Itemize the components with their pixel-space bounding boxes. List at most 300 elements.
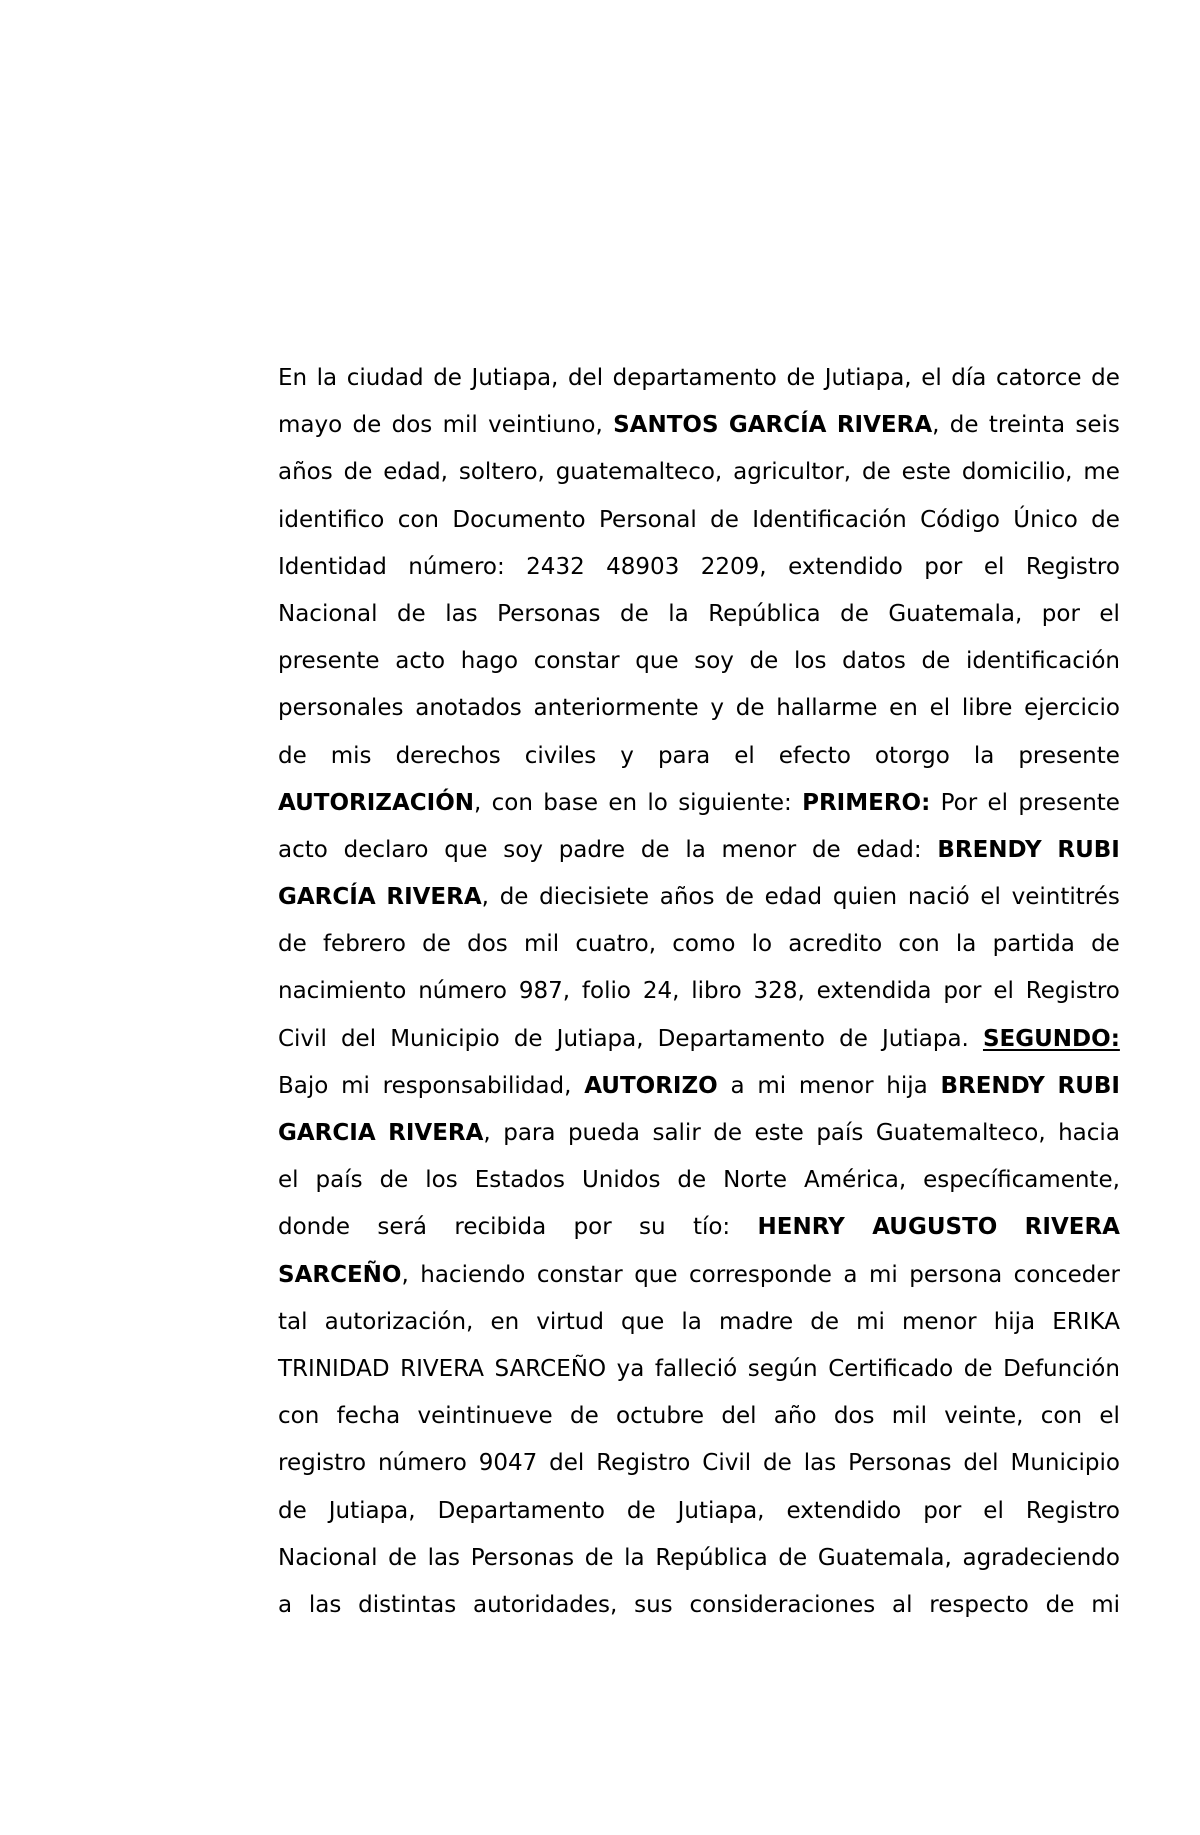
text: mi <box>1091 1591 1120 1618</box>
word <box>568 355 603 402</box>
text: veintiuno, <box>488 412 603 439</box>
text: años <box>659 884 715 911</box>
text-line <box>278 1299 1120 1346</box>
text: Guatemala, <box>888 600 1023 627</box>
text: mi <box>868 1261 898 1288</box>
text: octubre <box>616 1403 705 1430</box>
word <box>922 638 951 685</box>
word <box>694 638 734 685</box>
text: en <box>608 789 638 816</box>
word <box>802 780 930 827</box>
word <box>525 733 597 780</box>
word <box>752 497 906 544</box>
word <box>278 1016 327 1063</box>
text: de <box>810 1308 839 1335</box>
text: SARCEÑO <box>494 1355 607 1382</box>
text: el <box>1099 600 1120 627</box>
text: identifico <box>278 506 385 533</box>
text: Departamento <box>437 1497 605 1524</box>
word <box>974 733 994 780</box>
word <box>617 1346 645 1393</box>
text: acto <box>395 648 446 675</box>
word <box>398 497 439 544</box>
word <box>710 497 739 544</box>
text-line <box>278 1393 1120 1440</box>
text: En <box>278 365 308 391</box>
word <box>433 355 462 402</box>
word <box>778 1535 807 1582</box>
word <box>941 780 978 827</box>
word <box>278 968 406 1015</box>
word <box>842 638 906 685</box>
word <box>719 1299 793 1346</box>
text: por <box>923 1497 962 1524</box>
text: Personas <box>848 1450 952 1477</box>
punctuation: , <box>474 789 482 816</box>
text: el <box>983 1497 1004 1524</box>
bold-text: SANTOS <box>613 412 719 439</box>
text: edad: <box>856 836 922 863</box>
text: Registro <box>1025 553 1120 580</box>
text: 2432 <box>526 553 585 580</box>
word <box>944 1393 1023 1440</box>
word <box>438 1488 605 1535</box>
text: mis <box>330 742 372 769</box>
text: lo <box>751 931 773 958</box>
text: sus <box>634 1591 673 1618</box>
word <box>278 1346 390 1393</box>
text: extendido <box>786 1497 902 1524</box>
word <box>984 544 1005 591</box>
text: que <box>635 648 679 675</box>
word <box>418 968 507 1015</box>
word <box>459 449 545 496</box>
word <box>817 968 932 1015</box>
word <box>1057 827 1119 874</box>
word <box>736 685 765 732</box>
word <box>378 1440 467 1487</box>
text-line <box>278 921 1120 968</box>
text: soy <box>503 836 543 863</box>
text: América, <box>804 1167 907 1194</box>
word <box>585 1535 614 1582</box>
word <box>534 638 620 685</box>
word <box>1010 1440 1120 1487</box>
text: país <box>816 1120 864 1146</box>
text: el <box>987 789 1009 816</box>
text: acto <box>278 836 328 863</box>
word <box>658 1016 825 1063</box>
word <box>278 780 481 827</box>
word <box>358 1582 456 1629</box>
word <box>278 874 376 921</box>
text: constar <box>533 648 620 675</box>
word <box>503 827 543 874</box>
word <box>475 1157 565 1204</box>
word <box>996 355 1082 402</box>
word <box>677 1157 706 1204</box>
text: República <box>655 1544 768 1571</box>
text-line <box>278 685 1120 732</box>
text-line <box>278 1157 1120 1204</box>
word <box>774 1393 817 1440</box>
word <box>386 874 489 921</box>
word <box>856 827 921 874</box>
word <box>420 1252 525 1299</box>
text: de <box>278 742 307 769</box>
word <box>748 1346 818 1393</box>
word <box>889 685 918 732</box>
word <box>723 1157 787 1204</box>
word <box>702 1440 751 1487</box>
word <box>678 1488 765 1535</box>
text: el <box>1099 1403 1120 1430</box>
text: este <box>754 1120 804 1146</box>
text: mi <box>341 1072 370 1099</box>
text: según <box>747 1355 818 1382</box>
word <box>834 1393 875 1440</box>
text: Guatemalteco, <box>875 1120 1046 1146</box>
word <box>278 1393 319 1440</box>
word <box>685 827 705 874</box>
word <box>278 1299 308 1346</box>
text: que <box>621 1308 665 1335</box>
word <box>837 402 940 449</box>
text-line <box>278 544 1120 591</box>
text: Defunción <box>1003 1355 1120 1382</box>
text: nacimiento <box>278 978 407 1005</box>
text: Registro <box>1025 978 1120 1005</box>
bold-text: HENRY <box>757 1214 845 1241</box>
text: las <box>427 1544 461 1571</box>
word <box>655 1535 767 1582</box>
text: hago <box>460 648 519 675</box>
word <box>488 402 603 449</box>
text: para <box>503 1120 556 1146</box>
text: menor <box>721 836 797 863</box>
word <box>843 1252 857 1299</box>
word <box>445 591 477 638</box>
text: mayo <box>278 412 343 439</box>
text: las <box>445 600 478 627</box>
word <box>710 685 724 732</box>
text: presente <box>278 648 380 675</box>
word <box>1003 1346 1120 1393</box>
bold-text: AUTORIZO <box>584 1072 718 1099</box>
word <box>582 1157 660 1204</box>
word <box>392 402 433 449</box>
text: el <box>734 742 755 769</box>
text: de <box>422 931 451 958</box>
text: de <box>811 836 841 863</box>
word <box>454 1204 546 1251</box>
word <box>750 638 779 685</box>
word <box>788 921 882 968</box>
word <box>869 1252 898 1299</box>
punctuation: , <box>483 1120 491 1146</box>
word <box>383 1063 572 1110</box>
word <box>549 1440 584 1487</box>
word <box>380 1157 409 1204</box>
word <box>733 449 851 496</box>
text: Civil <box>278 1025 327 1052</box>
word <box>1025 1204 1120 1251</box>
text-line <box>278 1016 1120 1063</box>
word <box>786 1488 901 1535</box>
word <box>752 921 772 968</box>
text: catorce <box>995 365 1082 391</box>
text: a <box>843 1261 858 1288</box>
punctuation: , <box>481 884 489 911</box>
bold-text: RUBI <box>1057 1072 1120 1099</box>
word <box>921 355 942 402</box>
word <box>668 591 688 638</box>
text: corresponde <box>689 1261 832 1288</box>
word <box>1091 921 1120 968</box>
word <box>584 1063 718 1110</box>
text: persona <box>909 1261 1003 1288</box>
word <box>472 355 559 402</box>
text: de <box>710 506 739 533</box>
word <box>962 1535 1119 1582</box>
text: de <box>735 695 765 722</box>
word <box>962 449 1073 496</box>
bold-text: SARCEÑO <box>278 1261 402 1288</box>
word <box>1058 1063 1120 1110</box>
text: de <box>713 1120 743 1146</box>
text: soy <box>694 648 734 675</box>
word <box>757 1063 786 1110</box>
text: el <box>278 1167 299 1194</box>
text: las <box>308 1591 342 1618</box>
text: de <box>1091 365 1120 391</box>
text-line <box>278 591 1120 638</box>
text: será <box>377 1214 428 1241</box>
text: a <box>278 1591 293 1618</box>
word <box>892 1393 927 1440</box>
text: Jutiapa, <box>677 1497 765 1524</box>
text: Nacional <box>278 600 378 627</box>
text: derechos <box>395 742 501 769</box>
word <box>1026 1488 1120 1535</box>
word <box>943 968 981 1015</box>
word <box>1042 591 1080 638</box>
text: la <box>685 836 706 863</box>
text: Documento <box>452 506 586 533</box>
word <box>620 733 634 780</box>
punctuation: , <box>932 412 940 439</box>
word <box>634 1252 677 1299</box>
text: dos <box>391 412 433 439</box>
text: Jutiapa, <box>328 1497 416 1524</box>
word <box>500 874 529 921</box>
text: Municipio <box>1010 1450 1120 1477</box>
text: de <box>396 600 426 627</box>
text: con <box>1040 1403 1083 1430</box>
text: quien <box>832 884 898 911</box>
text: 987, <box>518 978 571 1005</box>
text-line <box>278 355 1120 402</box>
word <box>325 1299 474 1346</box>
word <box>599 497 697 544</box>
word <box>898 921 939 968</box>
text: en <box>889 695 918 722</box>
text: de <box>862 459 891 486</box>
text: año <box>773 1403 817 1430</box>
text: ERIKA <box>1052 1308 1120 1335</box>
text: RIVERA <box>400 1355 484 1382</box>
word <box>278 638 380 685</box>
text: específicamente, <box>923 1167 1120 1194</box>
text: menor <box>798 1072 874 1099</box>
text: de <box>677 1167 707 1194</box>
word <box>1099 591 1120 638</box>
word <box>627 1488 656 1535</box>
text-line <box>278 1063 1120 1110</box>
text: de <box>569 1403 599 1430</box>
word <box>993 921 1075 968</box>
text: base <box>543 789 599 816</box>
bold-text: AUGUSTO <box>872 1214 998 1241</box>
word <box>923 1488 961 1535</box>
word <box>937 827 1041 874</box>
word <box>725 874 754 921</box>
word <box>331 733 372 780</box>
text: efecto <box>778 742 851 769</box>
text: nació <box>907 884 970 911</box>
text: que <box>444 836 488 863</box>
word <box>278 591 377 638</box>
text: libre <box>961 695 1013 722</box>
word <box>337 1393 401 1440</box>
text: soltero, <box>458 459 545 486</box>
text: declaro <box>343 836 429 863</box>
text: de <box>749 648 779 675</box>
word <box>964 1346 993 1393</box>
word <box>278 1110 376 1157</box>
word <box>886 1063 927 1110</box>
word <box>383 449 448 496</box>
word <box>575 921 656 968</box>
text-line <box>278 733 1120 780</box>
word <box>635 638 678 685</box>
text: Estados <box>474 1167 565 1194</box>
text: Guatemala, <box>817 1544 952 1571</box>
text: que <box>634 1261 678 1288</box>
text: dos <box>833 1403 875 1430</box>
text: del <box>721 1403 757 1430</box>
word <box>825 355 912 402</box>
word <box>278 1252 409 1299</box>
word <box>1012 874 1120 921</box>
word <box>390 1016 500 1063</box>
text: de <box>584 1544 614 1571</box>
word <box>278 402 342 449</box>
word <box>519 968 570 1015</box>
word <box>278 1582 292 1629</box>
text: como <box>672 931 736 958</box>
text: dos <box>467 931 508 958</box>
text: extendido <box>788 553 903 580</box>
word <box>875 733 950 780</box>
word <box>988 780 1009 827</box>
word <box>763 1440 792 1487</box>
word <box>980 874 1001 921</box>
word <box>1091 497 1120 544</box>
text: datos <box>842 648 906 675</box>
word <box>689 1582 875 1629</box>
bold-text: RIVERA <box>386 884 482 911</box>
word <box>1099 1393 1120 1440</box>
text: Por <box>940 789 978 816</box>
text: de <box>379 1167 409 1194</box>
word <box>444 827 487 874</box>
word <box>278 355 307 402</box>
text: Certificado <box>828 1355 954 1382</box>
punctuation: , <box>401 1261 409 1288</box>
word <box>989 402 1065 449</box>
word <box>492 780 533 827</box>
word <box>812 827 841 874</box>
text: número <box>418 978 507 1005</box>
word <box>779 733 851 780</box>
word <box>490 1299 519 1346</box>
text: y <box>710 695 724 722</box>
text-line <box>278 497 1120 544</box>
word <box>810 1299 839 1346</box>
word <box>729 402 827 449</box>
word <box>397 591 426 638</box>
text: ya <box>616 1355 645 1382</box>
word <box>309 1582 341 1629</box>
word <box>647 780 667 827</box>
text: Municipio <box>390 1025 500 1052</box>
word <box>278 921 307 968</box>
text: de <box>786 365 816 391</box>
word <box>816 1110 863 1157</box>
text: presente <box>1018 742 1120 769</box>
text-line <box>278 1252 1120 1299</box>
word <box>951 355 986 402</box>
text: distintas <box>358 1591 457 1618</box>
text: la <box>681 1308 702 1335</box>
word <box>963 1440 998 1487</box>
word <box>624 1535 644 1582</box>
word <box>278 497 384 544</box>
word <box>425 1157 457 1204</box>
word <box>608 780 637 827</box>
word <box>1052 1299 1120 1346</box>
text: de <box>778 1544 808 1571</box>
text: Único <box>1013 506 1078 533</box>
text: respecto <box>929 1591 1029 1618</box>
word <box>574 1204 612 1251</box>
text: haciendo <box>420 1261 526 1288</box>
word <box>344 449 373 496</box>
text: edad <box>764 884 823 911</box>
text: autorización, <box>324 1308 474 1335</box>
text: por <box>943 978 982 1005</box>
word <box>471 1535 574 1582</box>
text: mil <box>523 931 560 958</box>
word <box>613 355 777 402</box>
text: recibida <box>454 1214 547 1241</box>
text: Norte <box>723 1167 788 1194</box>
word <box>620 591 649 638</box>
text: por <box>573 1214 612 1241</box>
word <box>776 685 877 732</box>
word <box>788 544 903 591</box>
